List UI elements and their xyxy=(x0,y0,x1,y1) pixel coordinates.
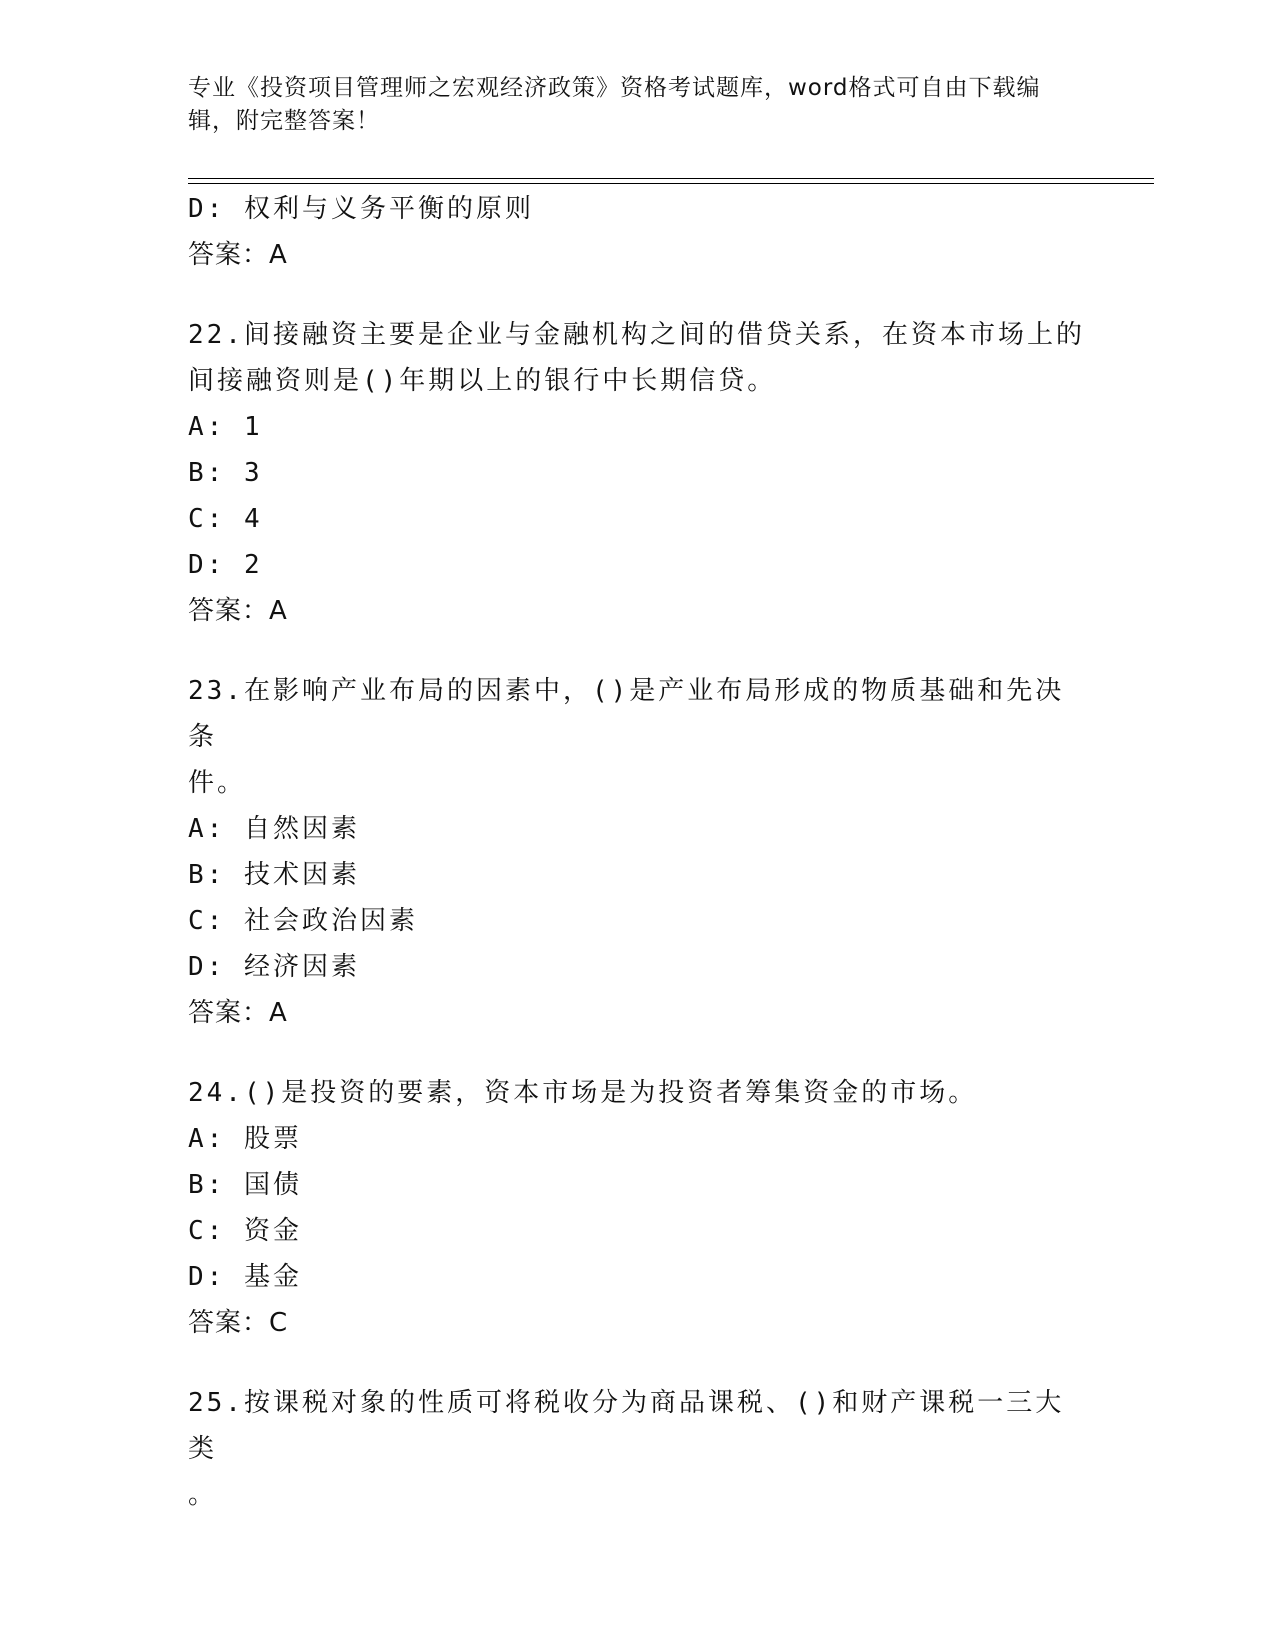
option-d: D: 2 xyxy=(188,550,263,580)
header-line-1: 专业《投资项目管理师之宏观经济政策》资格考试题库，word格式可自由下载编 xyxy=(188,75,1041,101)
option-d: D: 权利与义务平衡的原则 xyxy=(188,194,534,224)
option-d: D: 经济因素 xyxy=(188,952,360,982)
question-23 xyxy=(188,668,1088,1036)
question-text-line-1: 22.间接融资主要是企业与金融机构之间的借贷关系，在资本市场上的 xyxy=(188,320,1085,350)
option-c: C: 社会政治因素 xyxy=(188,906,418,936)
answer-line: 答案：A xyxy=(188,998,288,1028)
option-a: A: 股票 xyxy=(188,1124,302,1154)
option-a: A: 自然因素 xyxy=(188,814,360,844)
answer-line: 答案：C xyxy=(188,1308,289,1338)
question-text-line-2: 件。 xyxy=(188,768,247,798)
question-22 xyxy=(188,312,1088,634)
question-text-line-1: 23.在影响产业布局的因素中，()是产业布局形成的物质基础和先决条 xyxy=(188,676,1065,752)
header-rule-top xyxy=(188,178,1154,179)
option-b: B: 3 xyxy=(188,458,263,488)
question-text-line-2: 。 xyxy=(188,1480,218,1510)
option-b: B: 国债 xyxy=(188,1170,302,1200)
previous-question-tail xyxy=(188,186,1088,278)
option-b: B: 技术因素 xyxy=(188,860,360,890)
answer-line: 答案：A xyxy=(188,240,288,270)
question-text-line-2: 间接融资则是()年期以上的银行中长期信贷。 xyxy=(188,366,777,396)
option-a: A: 1 xyxy=(188,412,263,442)
question-text-line-1: 24.()是投资的要素，资本市场是为投资者筹集资金的市场。 xyxy=(188,1078,978,1108)
question-24 xyxy=(188,1070,1088,1346)
option-c: C: 资金 xyxy=(188,1216,302,1246)
option-d: D: 基金 xyxy=(188,1262,302,1292)
header-line-2: 辑，附完整答案！ xyxy=(188,108,380,134)
question-text-line-1: 25.按课税对象的性质可将税收分为商品课税、()和财产课税一三大类 xyxy=(188,1388,1065,1464)
question-25 xyxy=(188,1380,1088,1518)
question-content xyxy=(188,186,1088,1518)
header-rule-bottom xyxy=(188,183,1154,184)
document-header xyxy=(188,72,1088,138)
answer-line: 答案：A xyxy=(188,596,288,626)
option-c: C: 4 xyxy=(188,504,263,534)
